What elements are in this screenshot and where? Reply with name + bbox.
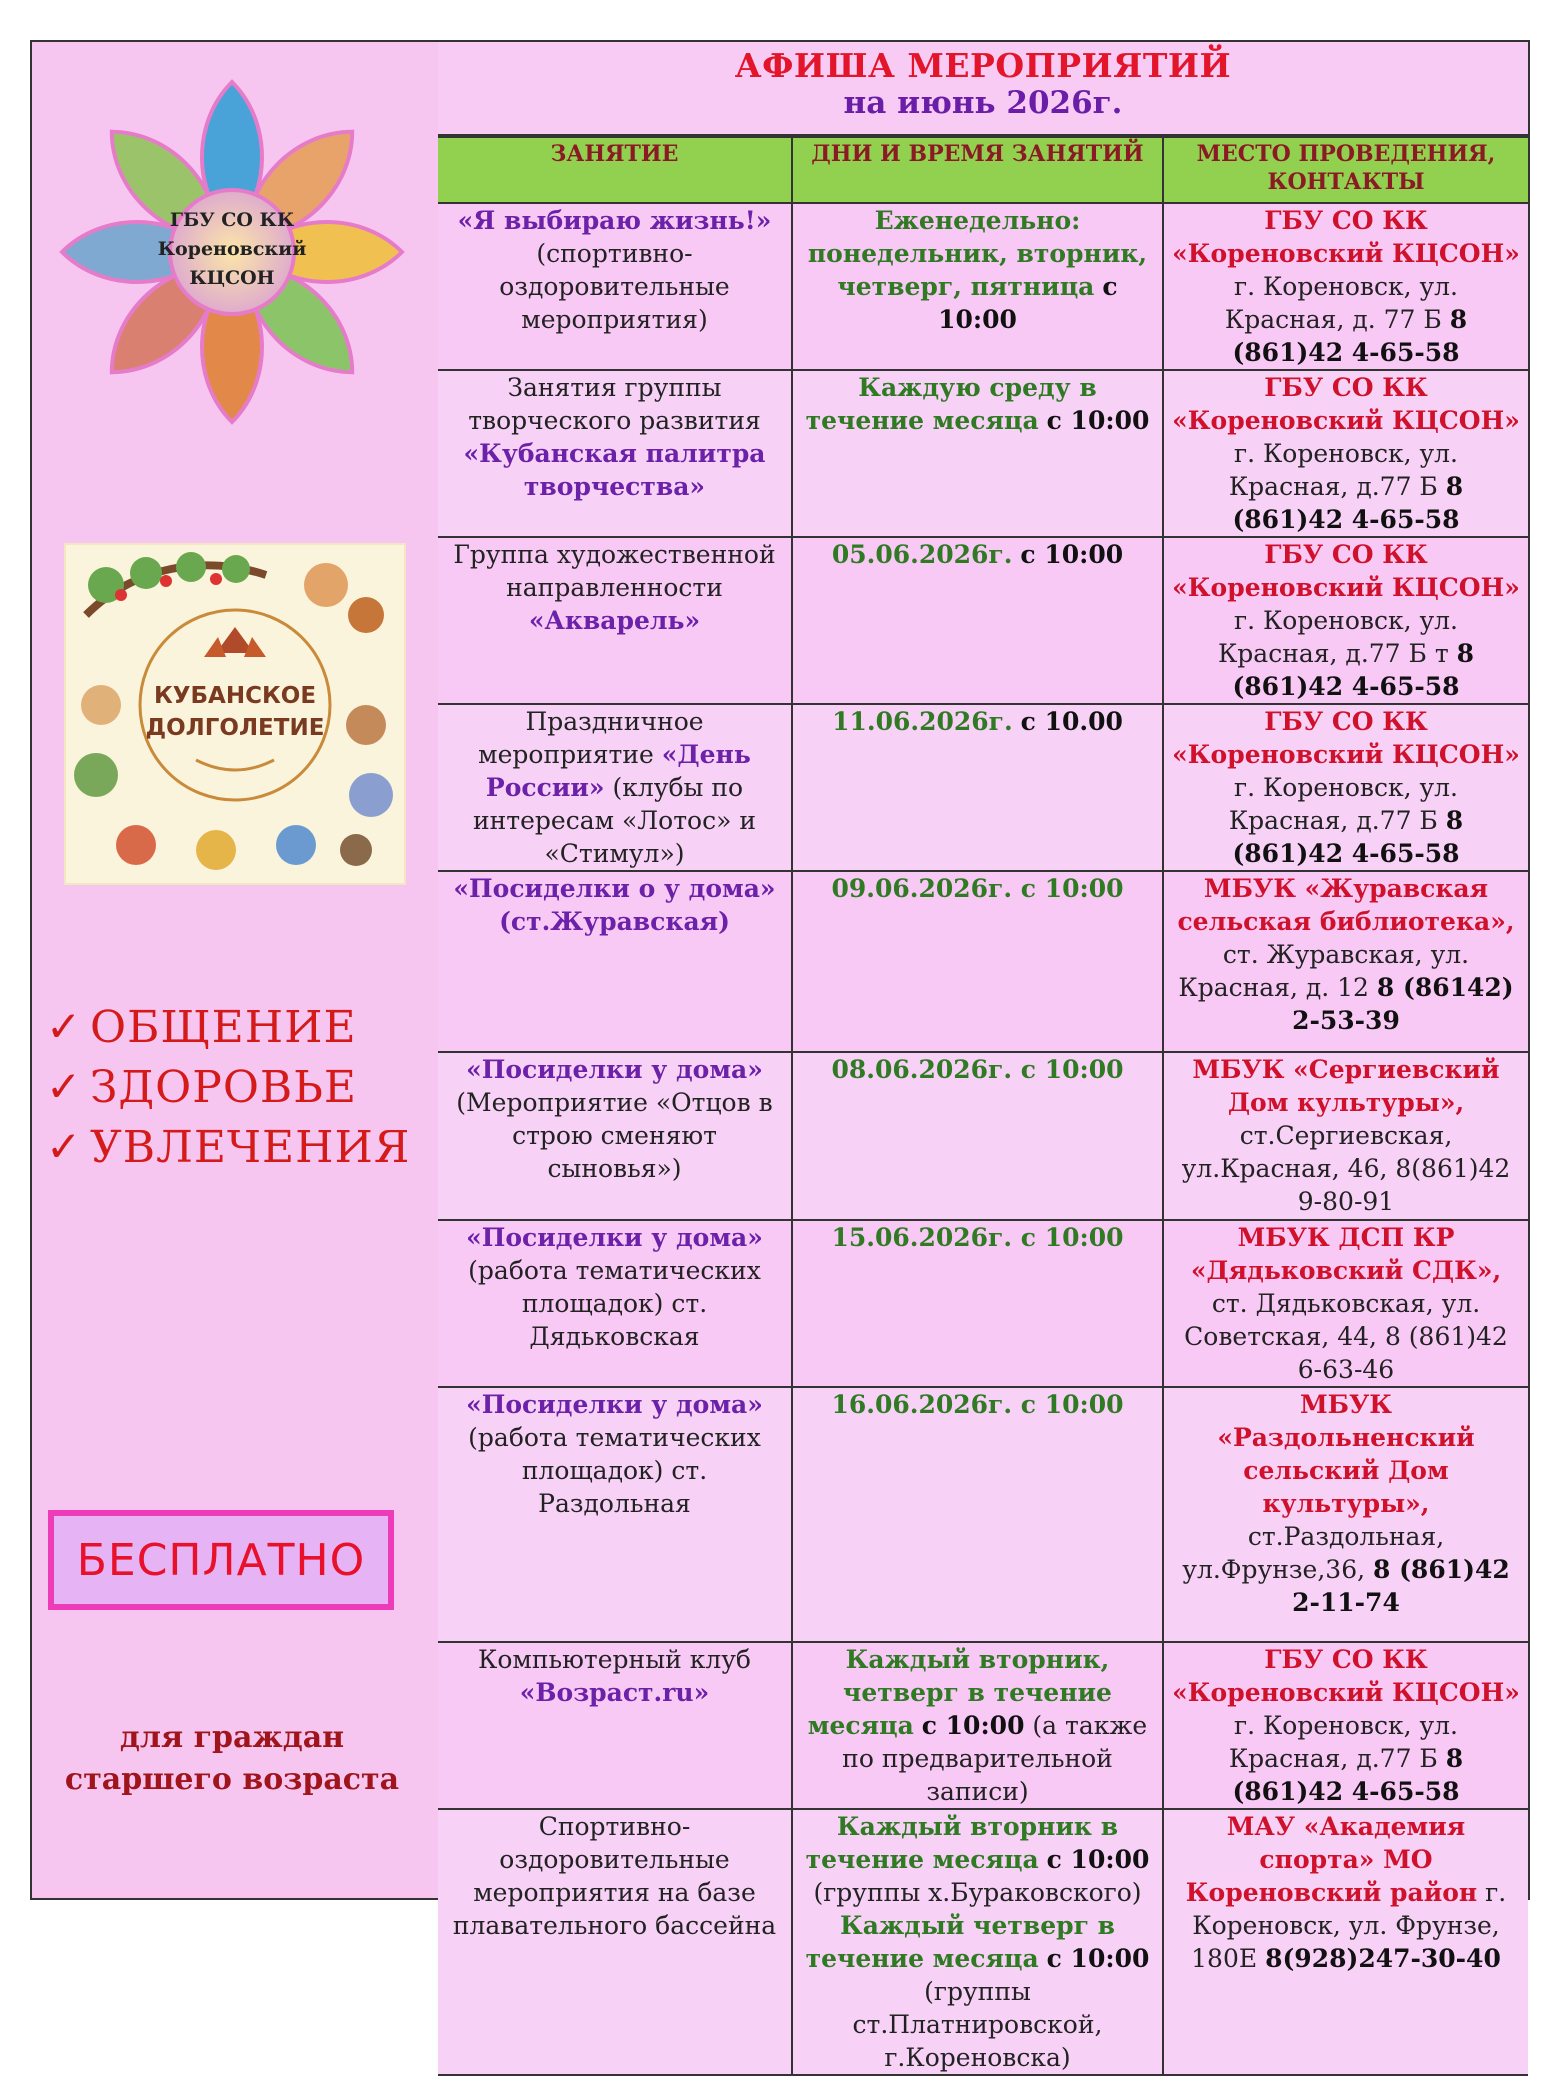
place-cell-text: МБУК «Журавская сельская библиотека», [1177,874,1515,936]
schedule-cell-text: с 10:00 [938,272,1118,334]
activity-cell [438,537,792,704]
activity-cell-text: «Акварель» [528,606,701,635]
place-cell-text: 8 (861)42 4-65-58 [1232,639,1475,701]
place-cell [1163,537,1528,704]
activity-cell-text: «Я выбираю жизнь!» [457,206,772,235]
schedule-cell-text: Каждый вторник в течение месяца [805,1812,1119,1874]
schedule-cell [792,1387,1163,1642]
activity-cell [438,1809,792,2075]
free-badge [48,1510,394,1610]
schedule-cell [792,370,1163,537]
schedule-cell [792,1642,1163,1809]
place-cell-text: 8 (861)42 4-65-58 [1232,806,1464,868]
activity-cell [438,1387,792,1642]
schedule-cell-text: с 10.00 [1020,707,1123,736]
table-row [438,1387,1528,1642]
poster-title-line-1: КУБАНСКОЕ [153,683,317,709]
place-cell-text: МБУК «Сергиевский Дом культуры», [1192,1055,1500,1117]
place-cell-text: ГБУ СО КК «Кореновский КЦСОН» [1172,373,1520,435]
place-cell [1163,704,1528,871]
schedule-cell [792,537,1163,704]
logo-line-1: ГБУ СО КК [169,209,295,231]
place-cell-text: 8 (861)42 4-65-58 [1232,472,1464,534]
place-cell-text: 8 (861)42 4-65-58 [1232,305,1468,367]
place-cell-text: ст. Журавская, ул. Красная, д. 12 [1178,940,1470,1002]
place-cell-text: ГБУ СО КК «Кореновский КЦСОН» [1172,707,1520,769]
activity-cell-text: (работа тематических площадок) ст. Раздольная [468,1423,761,1518]
checkmark-icon: ✓ [46,1062,82,1111]
schedule-cell-text: с 10:00 [921,1711,1025,1740]
checklist-item [46,1117,436,1177]
place-cell [1163,1387,1528,1642]
place-cell [1163,203,1528,370]
place-cell-text: г. Кореновск, ул. Красная, д.77 Б [1228,1711,1459,1773]
schedule-panel [438,42,1528,2072]
checklist-label: ЗДОРОВЬЕ [90,1061,358,1113]
activity-cell [438,1642,792,1809]
place-cell-text: ГБУ СО КК «Кореновский КЦСОН» [1172,1645,1520,1707]
activity-cell-text: Группа художественной направленности [453,540,776,602]
activity-cell-text: «Посиделки о у дома» (ст.Журавская) [453,874,776,936]
activity-cell-text: «Посиделки у дома» [466,1223,763,1252]
place-cell-text: г. Кореновск, ул. Красная, д. 77 Б [1224,272,1459,334]
schedule-cell-text: с 10:00 [1046,1944,1150,1973]
checklist-item [46,1057,436,1117]
activity-cell-text: Праздничное мероприятие [478,707,704,769]
logo-line-3: КЦСОН [189,267,275,289]
schedule-cell [792,871,1163,1052]
poster-title-line-2: ДОЛГОЛЕТИЕ [145,715,325,741]
table-row [438,871,1528,1052]
activity-cell-text: «Возраст.ru» [519,1678,710,1707]
place-cell-text: г. Кореновск, ул. Красная, д.77 Б [1228,773,1459,835]
checkmark-icon: ✓ [46,1122,82,1171]
schedule-cell-text: с 10:00 [1046,1845,1150,1874]
activity-cell-text: «Кубанская палитра творчества» [463,439,766,501]
place-cell [1163,1642,1528,1809]
place-cell-text: г. Кореновск, ул. Красная, д.77 Б [1228,439,1459,501]
kuban-longevity-poster [66,545,404,883]
activity-cell-text: «Посиделки у дома» [466,1055,763,1084]
schedule-cell-text: с 10:00 [1020,540,1124,569]
schedule-cell [792,203,1163,370]
schedule-cell-text: 05.06.2026г. [831,540,1013,569]
place-cell [1163,1052,1528,1220]
place-cell-text: г. Кореновск, ул. Фрунзе, 180Е [1191,1878,1507,1973]
checklist-label: УВЛЕЧЕНИЯ [90,1121,411,1173]
schedule-cell-text: 11.06.2026г. [832,707,1013,736]
place-cell [1163,370,1528,537]
poster-sheet [30,40,1530,2072]
activity-cell-text: (Мероприятие «Отцов в строю сменяют сыновья») [456,1088,773,1183]
schedule-cell [792,1809,1163,2075]
place-cell [1163,1809,1528,2075]
activity-cell-text: «Посиделки у дома» [466,1390,763,1419]
free-label: БЕСПЛАТНО [76,1534,366,1586]
schedule-cell-text: 16.06.2026г. с 10:00 [831,1390,1124,1419]
activity-cell-text: Занятия группы творческого развития [468,373,761,435]
place-cell-text: МБУК «Раздольненский сельский Дом культуры», [1217,1390,1475,1518]
place-cell-text: 8(928)247-30-40 [1265,1944,1501,1973]
place-cell-text: ст.Сергиевская, ул.Красная, 46, 8(861)42 9-80-91 [1181,1121,1511,1216]
schedule-cell-text: 09.06.2026г. с 10:00 [831,874,1124,903]
column-header-place: МЕСТО ПРОВЕДЕНИЯ, КОНТАКТЫ [1163,137,1528,203]
schedule-cell-text: (группы х.Бураковского) [813,1878,1142,1907]
schedule-cell-text: Каждую среду в течение месяца [805,373,1097,435]
activity-cell-text: «День России» [485,740,751,802]
activity-cell-text: (спортивно-оздоровительные мероприятия) [499,239,730,334]
schedule-cell-text: (а также по предварительной записи) [842,1711,1148,1806]
activity-cell-text: (работа тематических площадок) ст. Дядьковская [468,1256,761,1351]
checklist-item [46,997,436,1057]
schedule-cell-text: 08.06.2026г. с 10:00 [831,1055,1124,1084]
table-row [438,1642,1528,1809]
activity-cell [438,1052,792,1220]
table-row [438,1220,1528,1387]
table-row [438,370,1528,537]
column-header-activity: ЗАНЯТИЕ [438,137,792,203]
place-cell-text: ст. Дядьковская, ул. Советская, 44, 8 (861)42 6-63-46 [1184,1289,1508,1384]
schedule-cell [792,1052,1163,1220]
logo-line-2: Кореновский [157,238,307,260]
schedule-cell [792,704,1163,871]
activity-cell [438,203,792,370]
schedule-cell-text: Каждый вторник, четверг в течение месяца [807,1645,1112,1740]
place-cell-text: ГБУ СО КК «Кореновский КЦСОН» [1172,206,1520,268]
activity-cell [438,704,792,871]
place-cell-text: МБУК ДСП КР «Дядьковский СДК», [1190,1223,1502,1285]
place-cell [1163,1220,1528,1387]
page-subtitle: на июнь 2026г. [843,85,1123,121]
schedule-cell-text: Каждый четверг в течение месяца [805,1911,1115,1973]
column-header-schedule: ДНИ И ВРЕМЯ ЗАНЯТИЙ [792,137,1163,203]
checklist-label: ОБЩЕНИЕ [90,1001,357,1053]
activity-cell [438,370,792,537]
activity-cell-text: Спортивно-оздоровительные мероприятия на базе плавательного бассейна [452,1812,777,1940]
table-row [438,537,1528,704]
events-table [438,136,1528,2076]
activity-cell [438,1220,792,1387]
place-cell-text: 8 (861)42 2-11-74 [1292,1555,1510,1617]
page-title: АФИША МЕРОПРИЯТИЙ [734,46,1232,85]
place-cell-text: ст.Раздольная, ул.Фрунзе,36, [1182,1522,1445,1584]
table-row [438,203,1528,370]
table-row [438,704,1528,871]
schedule-cell-text: 15.06.2026г. с 10:00 [831,1223,1124,1252]
table-header-row [438,137,1528,203]
left-sidebar [32,42,440,1898]
place-cell-text: 8 (86142) 2-53-39 [1292,973,1514,1035]
place-cell-text: МАУ «Академия спорта» МО Кореновский район [1185,1812,1478,1907]
kcson-logo-flower [52,72,412,432]
schedule-cell-text: с 10:00 [1046,406,1150,435]
activity-cell [438,871,792,1052]
benefits-checklist [46,997,436,1177]
schedule-cell-text: Еженедельно: понедельник, вторник, четверг, пятница [807,206,1148,301]
table-row [438,1052,1528,1220]
checkmark-icon: ✓ [46,1002,82,1051]
schedule-cell-text: (группы ст.Платнировской, г.Кореновска) [852,1977,1103,2072]
schedule-cell [792,1220,1163,1387]
place-cell-text: 8 (861)42 4-65-58 [1232,1744,1464,1806]
page-header [438,42,1528,136]
place-cell-text: г. Кореновск, ул. Красная, д.77 Б т [1217,606,1459,668]
activity-cell-text: (клубы по интересам «Лотос» и «Стимул») [472,773,757,868]
table-row [438,1809,1528,2075]
activity-cell-text: Компьютерный клуб [478,1645,751,1674]
place-cell-text: ГБУ СО КК «Кореновский КЦСОН» [1172,540,1520,602]
audience-note: для граждан старшего возраста [64,1720,400,1797]
place-cell [1163,871,1528,1052]
